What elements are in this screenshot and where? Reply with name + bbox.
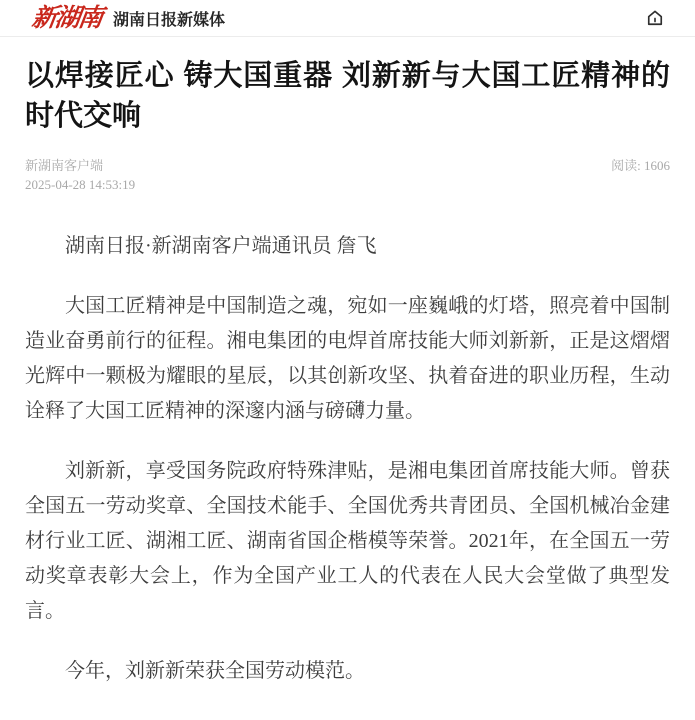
article-paragraph: 今年，刘新新荣获全国劳动模范。 <box>65 660 365 682</box>
article-paragraph: 刘新新，享受国务院政府特殊津贴，是湘电集团首席技能大师。曾获全国五一劳动奖章、全国技术能手、全国优秀共青团员、全国机械冶金建材行业工匠、湖湘工匠、湖南省国企楷模等荣誉。2021年，在全国五一劳动奖章表彰大会上，作为全国产业工人的代表在人民大会堂做了典型发言。 <box>25 460 670 622</box>
article-datetime: 2025-04-28 14:53:19 <box>25 177 136 192</box>
article-paragraph: 大国工匠精神是中国制造之魂，宛如一座巍峨的灯塔，照亮着中国制造业奋勇前行的征程。湘电集团的电焊首席技能大师刘新新，正是这熠熠光辉中一颗极为耀眼的星辰，以其创新攻坚、执着奋进的职业历程，生动诠释了大国工匠精神的深邃内涵与磅礴力量。 <box>25 295 670 422</box>
article-paragraph-byline: 湖南日报·新湖南客户端通讯员 詹飞 <box>65 235 377 257</box>
read-count-label: 阅读: <box>611 158 641 173</box>
read-count-value: 1606 <box>644 158 670 173</box>
article-title: 以焊接匠心 铸大国重器 刘新新与大国工匠精神的时代交响 <box>25 60 670 132</box>
brand-label: 湖南日报新媒体 <box>113 11 226 29</box>
site-header <box>0 0 695 37</box>
article-meta-left <box>25 156 135 194</box>
xinhunan-logo[interactable]: 新湖南 <box>30 4 103 32</box>
home-button[interactable] <box>645 8 665 28</box>
article-body <box>25 229 670 689</box>
article-page <box>0 56 695 689</box>
read-count <box>611 156 670 175</box>
article-meta <box>25 156 670 194</box>
article-source: 新湖南客户端 <box>25 158 104 173</box>
home-icon <box>645 8 665 28</box>
